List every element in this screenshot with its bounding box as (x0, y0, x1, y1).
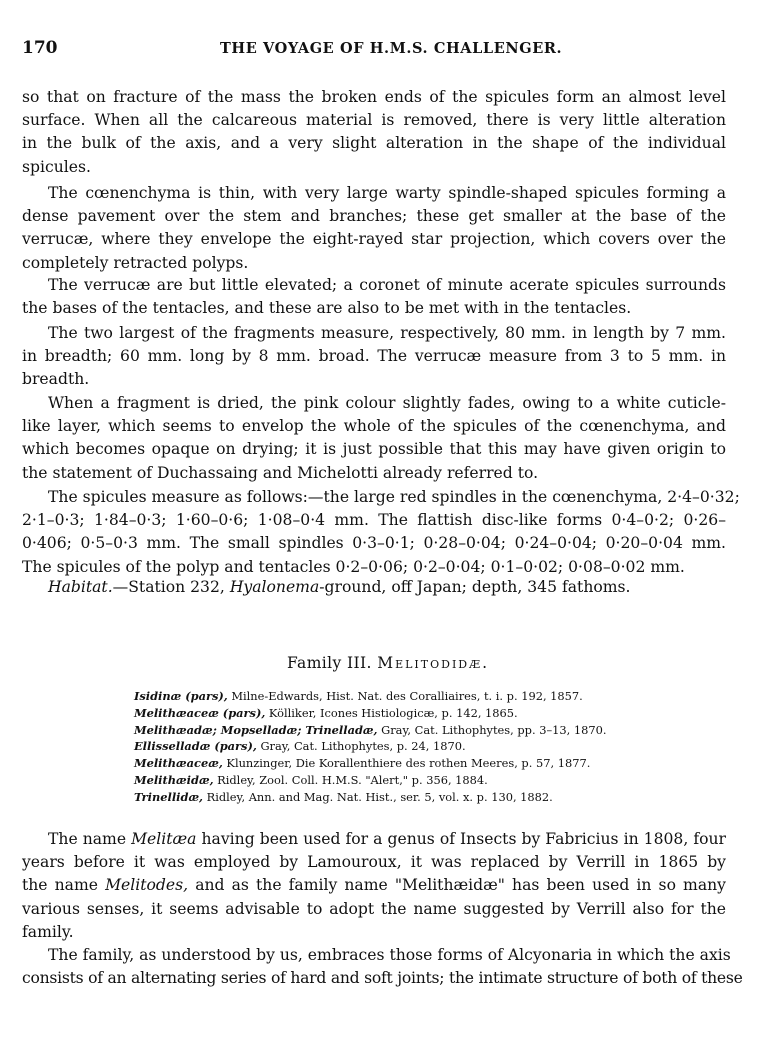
paragraph-name-history: The name Melitæa having been used for a genus of Insects by Fabricius in 1808, four years before it was employed by Lamouroux, it was replaced by Verrill in 1865 by the name Melitodes, and as the family name "Melithæidæ" has been used in so many various senses, it seems advisable to adopt the name suggested by Verrill also for the family. (22, 830, 726, 941)
reference-item: Isidinæ (pars), Milne-Edwards, Hist. Nat. des Coralliaires, t. i. p. 192, 1857. (134, 689, 583, 703)
synonymy-references (134, 688, 614, 806)
page-number: 170 (22, 38, 58, 58)
family-heading: Family III. Melitodidæ. (286, 654, 490, 672)
paragraph-verrucae: The verrucæ are but little elevated; a coronet of minute acerate spicules surrounds the bases of the tentacles, and these are also to be met with in the tentacles. (22, 276, 726, 318)
habitat-label: Habitat. (48, 578, 113, 596)
family-name: Melitodidæ. (377, 654, 490, 672)
reference-item: Trinellidæ, Ridley, Ann. and Mag. Nat. Hist., ser. 5, vol. x. p. 130, 1882. (134, 789, 553, 804)
reference-item: Melithæadæ; Mopselladæ; Trinelladæ, Gray, Cat. Lithophytes, pp. 3–13, 1870. (134, 722, 607, 737)
reference-item: Melithæaceæ, Klunzinger, Die Korallenthiere des rothen Meeres, p. 57, 1877. (134, 756, 591, 771)
reference-item: Ellisselladæ (pars), Gray, Cat. Lithophytes, p. 24, 1870. (134, 739, 466, 754)
habitat-line: Habitat.—Station 232, Hyalonema-ground, off Japan; depth, 345 fathoms. (48, 578, 631, 596)
reference-item: Melithæaceæ (pars), Kölliker, Icones Histiologicæ, p. 142, 1865. (134, 705, 518, 720)
paragraph-family-scope: The family, as understood by us, embraces those forms of Alcyonaria in which the axis consists of an alternating series of hard and soft joints; the intimate structure of both of these (22, 946, 743, 988)
running-title: THE VOYAGE OF H.M.S. CHALLENGER. (220, 40, 563, 57)
paragraph-coenenchyma: The cœnenchyma is thin, with very large warty spindle-shaped spicules forming a dense pavement over the stem and branches; these get smaller at the base of the verrucæ, where they envelope the eight-rayed star projection, which covers over the completely retracted polyps. (22, 184, 726, 272)
paragraph-spicule-fracture: so that on fracture of the mass the broken ends of the spicules form an almost level surface. When all the calcareous material is removed, there is very little alteration in the bulk of the axis, and a very slight alteration in the shape of the individual spicules. (22, 88, 726, 176)
paragraph-fragment-measures: The two largest of the fragments measure, respectively, 80 mm. in length by 7 mm. in breadth; 60 mm. long by 8 mm. broad. The verrucæ measure from 3 to 5 mm. in breadth. (22, 324, 726, 389)
paragraph-dried-fragment: When a fragment is dried, the pink colour slightly fades, owing to a white cuticle- like layer, which seems to envelop the whole of the spicules of the cœnenchyma, and which becomes opaque on drying; it is just possible that this may have given origin to the statement of Duchassaing and Michelotti already referred to. (22, 394, 726, 482)
page-header (22, 38, 722, 62)
reference-item: Melithæidæ, Ridley, Zool. Coll. H.M.S. "Alert," p. 356, 1884. (134, 772, 488, 787)
paragraph-spicule-measures: The spicules measure as follows:—the large red spindles in the cœnenchyma, 2·4–0·32; 2·1–0·3; 1·84–0·3; 1·60–0·6; 1·08–0·4 mm. The flattish disc-like forms 0·4–0·2; 0·26– 0·406; 0·5–0·3 mm. The small spindles 0·3–0·1; 0·28–0·04; 0·24–0·04; 0·20–0·04 mm. The spicules of the polyp and tentacles 0·2–0·06; 0·2–0·04; 0·1–0·02; 0·08–0·02 mm. (22, 488, 740, 576)
